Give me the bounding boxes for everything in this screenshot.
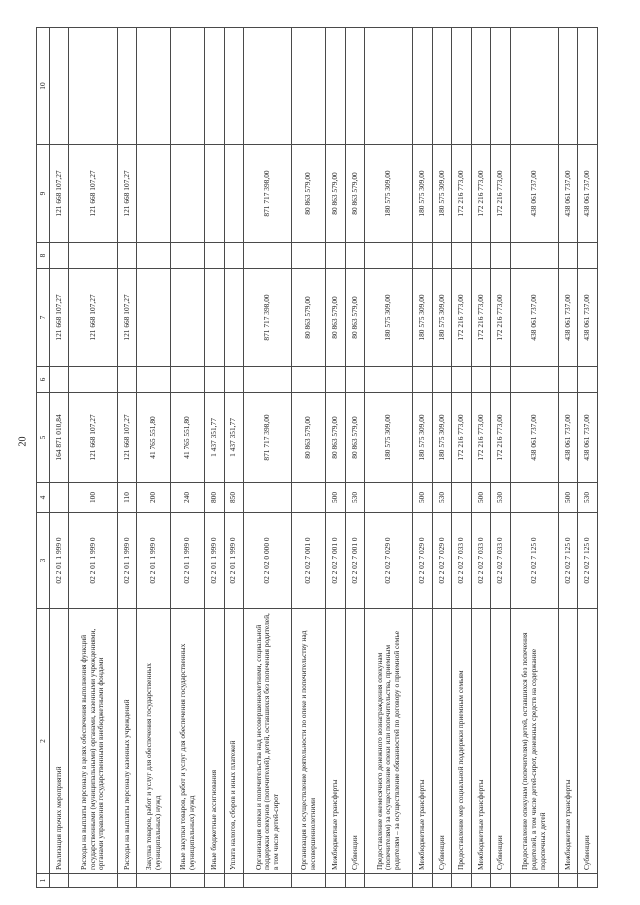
- col8-cell: [224, 243, 243, 269]
- row-marker-cell: [452, 874, 471, 888]
- row-marker-cell: [471, 874, 490, 888]
- item-name-cell: Уплата налогов, сборов и иных платежей: [224, 609, 243, 874]
- amount-col5-cell: 80 863 579,00: [345, 393, 364, 483]
- item-name-cell: Предоставление мер социальной поддержки приемным семьям: [452, 609, 471, 874]
- header-cell: 3: [37, 513, 50, 609]
- amount-col5-cell: 438 061 737,00: [578, 393, 598, 483]
- col8-cell: [326, 243, 345, 269]
- expense-type-cell: 500: [326, 483, 345, 513]
- amount-col5-cell: 121 668 107,27: [69, 393, 117, 483]
- col6-cell: [452, 367, 471, 393]
- col8-cell: [137, 243, 171, 269]
- amount-col5-cell: 80 863 579,00: [326, 393, 345, 483]
- amount-col5-cell: 438 061 737,00: [510, 393, 558, 483]
- table-row: [559, 28, 578, 888]
- col6-cell: [205, 367, 224, 393]
- item-name-cell: Субвенции: [578, 609, 598, 874]
- program-code-cell: 02 2 01 1 999 0: [117, 513, 136, 609]
- expense-type-cell: 100: [69, 483, 117, 513]
- row-marker-cell: [578, 874, 598, 888]
- item-name-cell: Межбюджетные трансферты: [326, 609, 345, 874]
- col6-cell: [243, 367, 291, 393]
- row-marker-cell: [137, 874, 171, 888]
- table-row: [326, 28, 345, 888]
- col10-cell: [243, 28, 291, 145]
- table-row: [578, 28, 598, 888]
- col6-cell: [326, 367, 345, 393]
- table-row: [365, 28, 413, 888]
- item-name-cell: Расходы на выплаты персоналу казенных учреждений: [117, 609, 136, 874]
- col6-cell: [578, 367, 598, 393]
- table-row: [224, 28, 243, 888]
- header-cell: 10: [37, 28, 50, 145]
- amount-col9-cell: 80 863 579,00: [345, 145, 364, 243]
- amount-col7-cell: [224, 269, 243, 367]
- row-marker-cell: [69, 874, 117, 888]
- col8-cell: [345, 243, 364, 269]
- col6-cell: [50, 367, 69, 393]
- program-code-cell: 02 2 02 7 029 0: [365, 513, 413, 609]
- amount-col9-cell: 438 061 737,00: [559, 145, 578, 243]
- row-marker-cell: [243, 874, 291, 888]
- amount-col9-cell: 180 575 309,00: [413, 145, 432, 243]
- item-name-cell: Субвенции: [432, 609, 451, 874]
- col10-cell: [50, 28, 69, 145]
- col6-cell: [510, 367, 558, 393]
- col10-cell: [292, 28, 326, 145]
- amount-col9-cell: [224, 145, 243, 243]
- item-name-cell: Расходы на выплаты персоналу в целях обеспечения выполнения функций государственными (муниципальными) органами, казенными учреждениями, органами управления государственными внебюджетными фондами: [69, 609, 117, 874]
- program-code-cell: 02 2 02 7 125 0: [578, 513, 598, 609]
- amount-col5-cell: 1 437 351,77: [224, 393, 243, 483]
- row-marker-cell: [413, 874, 432, 888]
- item-name-cell: Иные бюджетные ассигнования: [205, 609, 224, 874]
- amount-col5-cell: 41 765 551,80: [171, 393, 205, 483]
- expense-type-cell: 200: [137, 483, 171, 513]
- col10-cell: [432, 28, 451, 145]
- program-code-cell: 02 2 02 7 001 0: [292, 513, 326, 609]
- col8-cell: [171, 243, 205, 269]
- col10-cell: [224, 28, 243, 145]
- col8-cell: [510, 243, 558, 269]
- table-row: [171, 28, 205, 888]
- amount-col9-cell: 180 575 309,00: [432, 145, 451, 243]
- expense-type-cell: [510, 483, 558, 513]
- amount-col9-cell: 438 061 737,00: [510, 145, 558, 243]
- table-row: [205, 28, 224, 888]
- page-number: 20: [17, 436, 29, 447]
- row-marker-cell: [171, 874, 205, 888]
- header-cell: 2: [37, 609, 50, 874]
- item-name-cell: Организация и осуществление деятельности по опеке и попечительству над несовершеннолетними: [292, 609, 326, 874]
- expense-type-cell: 500: [413, 483, 432, 513]
- col8-cell: [205, 243, 224, 269]
- amount-col5-cell: 80 863 579,00: [292, 393, 326, 483]
- item-name-cell: Предоставление ежемесячного денежного вознаграждения опекунам (попечителям) за осуществление опеки или попечительства, приемным родителям – за осуществление обязанностей по договору о приемной семье: [365, 609, 413, 874]
- amount-col7-cell: 438 061 737,00: [510, 269, 558, 367]
- col8-cell: [432, 243, 451, 269]
- amount-col9-cell: 80 863 579,00: [292, 145, 326, 243]
- budget-table: [36, 27, 598, 888]
- expense-type-cell: 240: [171, 483, 205, 513]
- amount-col9-cell: [205, 145, 224, 243]
- col6-cell: [171, 367, 205, 393]
- program-code-cell: 02 2 01 1 999 0: [224, 513, 243, 609]
- header-cell: 8: [37, 243, 50, 269]
- amount-col7-cell: 121 668 107,27: [117, 269, 136, 367]
- table-row: [491, 28, 510, 888]
- expense-type-cell: [452, 483, 471, 513]
- amount-col7-cell: 438 061 737,00: [578, 269, 598, 367]
- expense-type-cell: 500: [559, 483, 578, 513]
- col10-cell: [510, 28, 558, 145]
- col8-cell: [243, 243, 291, 269]
- expense-type-cell: 530: [491, 483, 510, 513]
- amount-col7-cell: 172 216 773,00: [471, 269, 490, 367]
- col8-cell: [69, 243, 117, 269]
- col8-cell: [413, 243, 432, 269]
- amount-col7-cell: 121 668 107,27: [50, 269, 69, 367]
- header-cell: 7: [37, 269, 50, 367]
- col8-cell: [365, 243, 413, 269]
- item-name-cell: Межбюджетные трансферты: [559, 609, 578, 874]
- expense-type-cell: [365, 483, 413, 513]
- col10-cell: [137, 28, 171, 145]
- amount-col9-cell: 438 061 737,00: [578, 145, 598, 243]
- expense-type-cell: 530: [578, 483, 598, 513]
- program-code-cell: 02 2 02 7 125 0: [559, 513, 578, 609]
- amount-col7-cell: 121 668 107,27: [69, 269, 117, 367]
- item-name-cell: Межбюджетные трансферты: [413, 609, 432, 874]
- header-cell: 9: [37, 145, 50, 243]
- amount-col5-cell: 180 575 309,00: [413, 393, 432, 483]
- header-cell: 1: [37, 874, 50, 888]
- amount-col7-cell: 180 575 309,00: [365, 269, 413, 367]
- col10-cell: [117, 28, 136, 145]
- col6-cell: [345, 367, 364, 393]
- amount-col7-cell: 80 863 579,00: [292, 269, 326, 367]
- row-marker-cell: [365, 874, 413, 888]
- item-name-cell: Субвенции: [491, 609, 510, 874]
- expense-type-cell: 500: [471, 483, 490, 513]
- row-marker-cell: [224, 874, 243, 888]
- expense-type-cell: [292, 483, 326, 513]
- col10-cell: [471, 28, 490, 145]
- amount-col7-cell: 80 863 579,00: [326, 269, 345, 367]
- row-marker-cell: [345, 874, 364, 888]
- table-row: [413, 28, 432, 888]
- amount-col7-cell: 180 575 309,00: [432, 269, 451, 367]
- col8-cell: [491, 243, 510, 269]
- budget-table-rotated: [36, 28, 598, 888]
- program-code-cell: 02 2 02 7 033 0: [471, 513, 490, 609]
- col10-cell: [491, 28, 510, 145]
- col8-cell: [559, 243, 578, 269]
- col8-cell: [452, 243, 471, 269]
- col10-cell: [69, 28, 117, 145]
- program-code-cell: 02 2 01 1 999 0: [205, 513, 224, 609]
- program-code-cell: 02 2 01 1 999 0: [69, 513, 117, 609]
- item-name-cell: Межбюджетные трансферты: [471, 609, 490, 874]
- amount-col5-cell: 871 717 398,00: [243, 393, 291, 483]
- item-name-cell: Предоставление опекунам (попечителям) детей, оставшихся без попечения родителей, в том числе детей-сирот, денежных средств на содержание подопечных детей: [510, 609, 558, 874]
- program-code-cell: 02 2 02 0 000 0: [243, 513, 291, 609]
- program-code-cell: 02 2 02 7 029 0: [432, 513, 451, 609]
- expense-type-cell: 800: [205, 483, 224, 513]
- amount-col9-cell: 121 668 107,27: [117, 145, 136, 243]
- amount-col7-cell: [137, 269, 171, 367]
- amount-col7-cell: 180 575 309,00: [413, 269, 432, 367]
- row-marker-cell: [50, 874, 69, 888]
- amount-col5-cell: 121 668 107,27: [117, 393, 136, 483]
- table-row: [292, 28, 326, 888]
- item-name-cell: Иные закупки товаров, работ и услуг для обеспечения государственных (муниципальных) нужд: [171, 609, 205, 874]
- table-row: [432, 28, 451, 888]
- col6-cell: [471, 367, 490, 393]
- header-cell: 4: [37, 483, 50, 513]
- row-marker-cell: [510, 874, 558, 888]
- table-row: [510, 28, 558, 888]
- expense-type-cell: [243, 483, 291, 513]
- col6-cell: [491, 367, 510, 393]
- amount-col7-cell: 438 061 737,00: [559, 269, 578, 367]
- row-marker-cell: [491, 874, 510, 888]
- amount-col7-cell: 80 863 579,00: [345, 269, 364, 367]
- col8-cell: [50, 243, 69, 269]
- col6-cell: [432, 367, 451, 393]
- amount-col5-cell: 41 765 551,80: [137, 393, 171, 483]
- row-marker-cell: [292, 874, 326, 888]
- table-row: [452, 28, 471, 888]
- program-code-cell: 02 2 02 7 033 0: [491, 513, 510, 609]
- item-name-cell: Организация опеки и попечительства над несовершеннолетними, социальной поддержки опекунов (попечителей), детей, оставшихся без попечения родителей, в том числе детей-сирот: [243, 609, 291, 874]
- table-header-row: [37, 28, 50, 888]
- col6-cell: [559, 367, 578, 393]
- col10-cell: [413, 28, 432, 145]
- program-code-cell: 02 2 01 1 999 0: [171, 513, 205, 609]
- header-cell: 6: [37, 367, 50, 393]
- amount-col7-cell: 172 216 773,00: [452, 269, 471, 367]
- col10-cell: [345, 28, 364, 145]
- row-marker-cell: [432, 874, 451, 888]
- table-row: [243, 28, 291, 888]
- col10-cell: [171, 28, 205, 145]
- amount-col9-cell: [171, 145, 205, 243]
- amount-col5-cell: 172 216 773,00: [452, 393, 471, 483]
- col8-cell: [578, 243, 598, 269]
- col8-cell: [117, 243, 136, 269]
- col6-cell: [292, 367, 326, 393]
- table-row: [50, 28, 69, 888]
- col10-cell: [578, 28, 598, 145]
- col10-cell: [365, 28, 413, 145]
- expense-type-cell: 530: [432, 483, 451, 513]
- item-name-cell: Реализация прочих мероприятий: [50, 609, 69, 874]
- program-code-cell: 02 2 02 7 125 0: [510, 513, 558, 609]
- amount-col5-cell: 1 437 351,77: [205, 393, 224, 483]
- amount-col7-cell: [171, 269, 205, 367]
- table-row: [117, 28, 136, 888]
- expense-type-cell: 110: [117, 483, 136, 513]
- amount-col9-cell: 871 717 398,00: [243, 145, 291, 243]
- program-code-cell: 02 2 02 7 029 0: [413, 513, 432, 609]
- row-marker-cell: [559, 874, 578, 888]
- amount-col9-cell: [137, 145, 171, 243]
- col10-cell: [452, 28, 471, 145]
- amount-col7-cell: 871 717 398,00: [243, 269, 291, 367]
- row-marker-cell: [326, 874, 345, 888]
- amount-col5-cell: 164 871 010,84: [50, 393, 69, 483]
- col6-cell: [117, 367, 136, 393]
- col10-cell: [559, 28, 578, 145]
- amount-col9-cell: 80 863 579,00: [326, 145, 345, 243]
- table-row: [471, 28, 490, 888]
- amount-col5-cell: 172 216 773,00: [491, 393, 510, 483]
- col6-cell: [365, 367, 413, 393]
- amount-col7-cell: [205, 269, 224, 367]
- amount-col5-cell: 172 216 773,00: [471, 393, 490, 483]
- col8-cell: [471, 243, 490, 269]
- table-row: [69, 28, 117, 888]
- table-body: [50, 28, 598, 888]
- row-marker-cell: [117, 874, 136, 888]
- table-row: [137, 28, 171, 888]
- expense-type-cell: [50, 483, 69, 513]
- amount-col9-cell: 121 668 107,27: [69, 145, 117, 243]
- col10-cell: [205, 28, 224, 145]
- row-marker-cell: [205, 874, 224, 888]
- program-code-cell: 02 2 01 1 999 0: [50, 513, 69, 609]
- amount-col5-cell: 180 575 309,00: [432, 393, 451, 483]
- col6-cell: [413, 367, 432, 393]
- expense-type-cell: 850: [224, 483, 243, 513]
- amount-col9-cell: 121 668 107,27: [50, 145, 69, 243]
- amount-col7-cell: 172 216 773,00: [491, 269, 510, 367]
- col10-cell: [326, 28, 345, 145]
- table-row: [345, 28, 364, 888]
- program-code-cell: 02 2 02 7 001 0: [345, 513, 364, 609]
- amount-col5-cell: 180 575 309,00: [365, 393, 413, 483]
- program-code-cell: 02 2 02 7 033 0: [452, 513, 471, 609]
- program-code-cell: 02 2 02 7 001 0: [326, 513, 345, 609]
- amount-col9-cell: 172 216 773,00: [491, 145, 510, 243]
- program-code-cell: 02 2 01 1 999 0: [137, 513, 171, 609]
- amount-col5-cell: 438 061 737,00: [559, 393, 578, 483]
- amount-col9-cell: 172 216 773,00: [452, 145, 471, 243]
- amount-col9-cell: 180 575 309,00: [365, 145, 413, 243]
- item-name-cell: Субвенции: [345, 609, 364, 874]
- col6-cell: [137, 367, 171, 393]
- header-cell: 5: [37, 393, 50, 483]
- col6-cell: [224, 367, 243, 393]
- amount-col9-cell: 172 216 773,00: [471, 145, 490, 243]
- col8-cell: [292, 243, 326, 269]
- expense-type-cell: 530: [345, 483, 364, 513]
- col6-cell: [69, 367, 117, 393]
- item-name-cell: Закупка товаров, работ и услуг для обеспечения государственных (муниципальных) нужд: [137, 609, 171, 874]
